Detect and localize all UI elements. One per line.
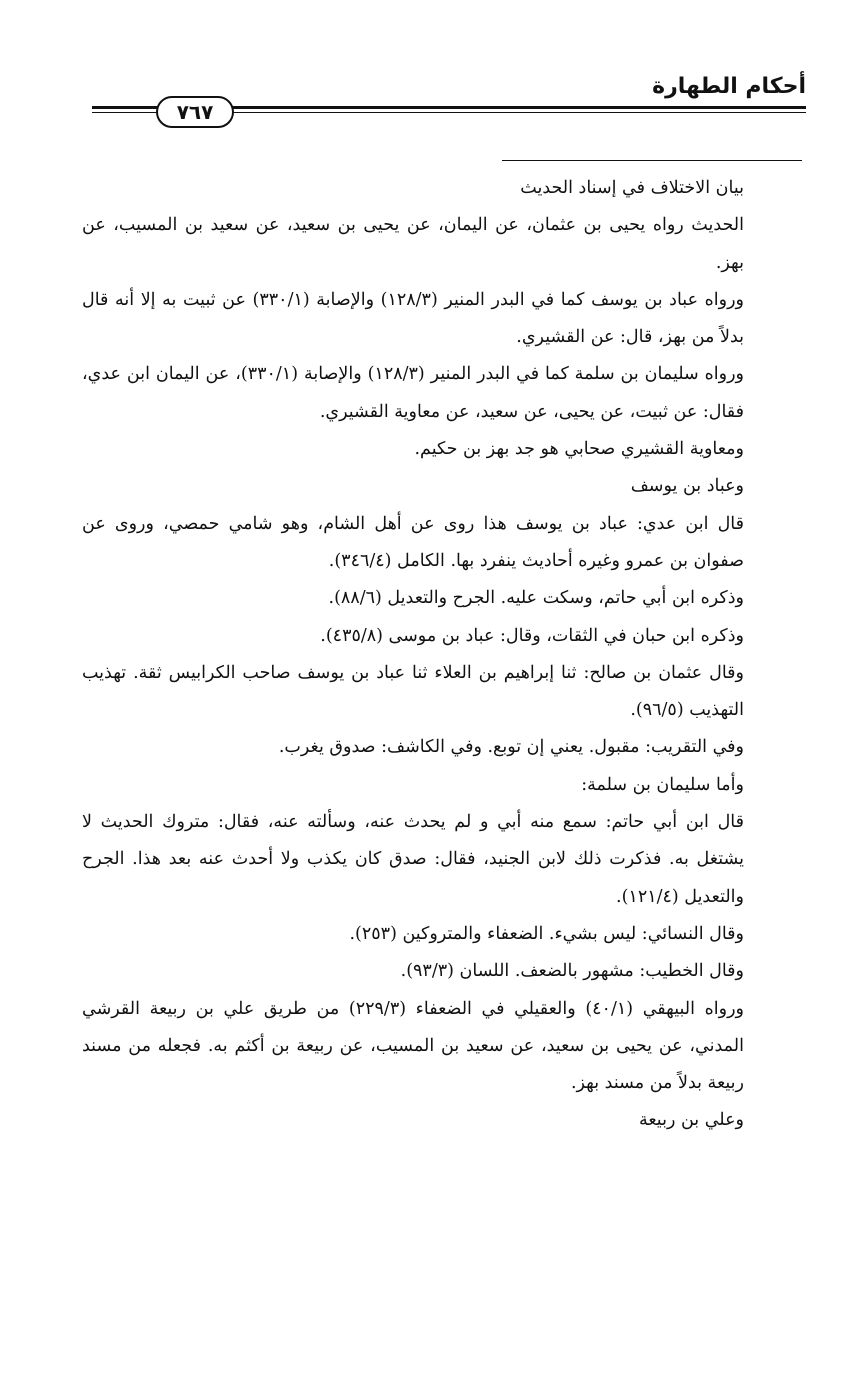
paragraph: وأما سليمان بن سلمة: [581,774,744,795]
paragraph: وعباد بن يوسف [630,476,744,497]
paragraph: قال ابن أبي حاتم: سمع منه أبي و لم يحدث عنه، وسألته عنه، فقال: متروك الحديث لا يشتغل به. فذكرت ذلك لابن الجنيد، فقال: صدق كان يكذب ولا أحدث عنه بعد هذا. الجرح والتعديل (١٢١/٤). [82,812,744,907]
header-rule-right [228,106,806,113]
paragraph: وذكره ابن أبي حاتم، وسكت عليه. الجرح والتعديل (٨٨/٦). [328,588,744,609]
paragraph: وقال عثمان بن صالح: ثنا إبراهيم بن العلاء ثنا عباد بن يوسف صاحب الكرابيس ثقة. تهذيب التهذيب (٩٦/٥). [82,662,744,721]
paragraph: الحديث رواه يحيى بن عثمان، عن اليمان، عن يحيى بن سعيد، عن سعيد بن المسيب، عن بهز. [82,215,744,273]
paragraph: ومعاوية القشيري صحابي هو جد بهز بن حكيم. [414,439,744,460]
paragraph: ورواه البيهقي (٤٠/١) والعقيلي في الضعفاء (٢٢٩/٣) من طريق علي بن ربيعة القرشي المدني، عن يحيى بن سعيد، عن سعيد بن المسيب، عن ربيعة بن أكثم به. فجعله من مسند ربيعة بدلاً من مسند بهز. [82,998,744,1094]
paragraph: ورواه سليمان بن سلمة كما في البدر المنير (١٢٨/٣) والإصابة (٣٣٠/١)، عن اليمان ابن عدي، فقال: عن ثبيت، عن يحيى، عن سعيد، عن معاوية القشيري. [82,364,744,422]
section-divider [502,160,802,161]
running-header-title: أحكام الطهارة [652,74,806,99]
header-rule-left [92,106,158,113]
body-text [82,170,806,1140]
paragraph: وفي التقريب: مقبول. يعني إن توبع. وفي الكاشف: صدوق يغرب. [278,737,744,758]
paragraph: وذكره ابن حبان في الثقات، وقال: عباد بن موسى (٤٣٥/٨). [320,625,744,646]
paragraph: قال ابن عدي: عباد بن يوسف هذا روى عن أهل الشام، وهو شامي حمصي، وروى عن صفوان بن عمرو وغيره أحاديث ينفرد بها. الكامل (٣٤٦/٤). [82,513,744,571]
paragraph: وقال النسائي: ليس بشيء. الضعفاء والمتروكين (٢٥٣). [349,923,744,944]
paragraph: وعلي بن ربيعة [638,1110,744,1131]
paragraph: وقال الخطيب: مشهور بالضعف. اللسان (٩٣/٣). [400,961,744,982]
paragraph: بيان الاختلاف في إسناد الحديث [520,178,744,198]
paragraph: ورواه عباد بن يوسف كما في البدر المنير (١٢٨/٣) والإصابة (٣٣٠/١) عن ثبيت به إلا أنه قال بدلاً من بهز، قال: عن القشيري. [82,289,744,348]
page-number-badge: ٧٦٧ [156,96,234,128]
